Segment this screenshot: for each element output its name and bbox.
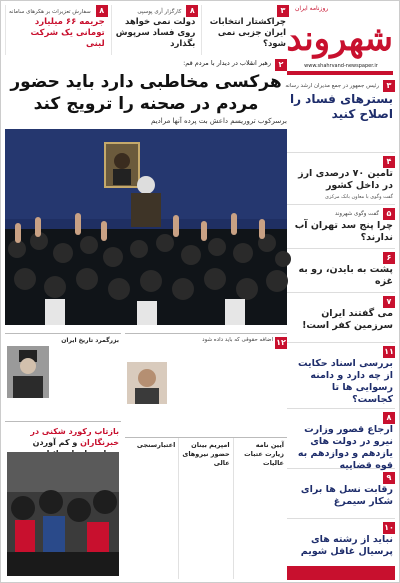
item-title: چرا پنج سد تهران آب ندارند؟ bbox=[294, 220, 393, 243]
item-title: نباید از رشته های پرسیال غافل شویم bbox=[300, 534, 393, 557]
right-item-5[interactable] bbox=[287, 343, 395, 409]
item-number: ۷ bbox=[383, 296, 395, 308]
right-item-1[interactable] bbox=[287, 153, 395, 205]
teaser-0[interactable] bbox=[201, 5, 289, 55]
bottom-ad-band bbox=[287, 566, 395, 580]
teaser-number: ۳ bbox=[277, 5, 289, 17]
item-kicker bbox=[289, 156, 379, 168]
main-photo[interactable] bbox=[5, 129, 287, 325]
right-item-6[interactable] bbox=[287, 409, 395, 469]
item-number: ۱۰ bbox=[384, 523, 394, 532]
teaser-title: چراکشتار انتخابات ایران جزبی نمی شود؟ bbox=[209, 17, 286, 49]
item-kicker bbox=[289, 522, 379, 534]
lower-middle-columns bbox=[125, 437, 287, 579]
teaser-title: دولت نمی خواهد روی فساد سرپوش بگذارد bbox=[115, 17, 196, 49]
teaser-kicker: سفارش تعزیرات بر هکرهای سامانه bbox=[8, 9, 91, 15]
commentary-block[interactable] bbox=[125, 333, 287, 435]
historic-portrait bbox=[7, 346, 49, 398]
item-kicker bbox=[289, 346, 379, 358]
masthead bbox=[287, 3, 395, 75]
lower-column-2[interactable] bbox=[125, 438, 178, 579]
teaser-1[interactable] bbox=[111, 5, 199, 55]
item-title: ارجاع قصور وزارت نیرو در دولت های یازدهم و دوازدهم به قوه قضاییه bbox=[297, 424, 393, 471]
history-text bbox=[51, 348, 119, 418]
lower-column-1[interactable] bbox=[178, 438, 232, 579]
right-item-7[interactable] bbox=[287, 469, 395, 519]
website-url[interactable]: www.shahrvand-newspaper.ir bbox=[304, 63, 378, 69]
right-item-3[interactable] bbox=[287, 249, 395, 293]
item-title: تامین ۷۰ درصدی ارز در داخل کشور bbox=[298, 168, 393, 191]
item-title: می گفتند ایران سرزمین کفر است! bbox=[302, 308, 393, 331]
right-item-0[interactable] bbox=[287, 77, 395, 153]
teaser-number: ۸ bbox=[186, 5, 198, 17]
item-title: پشت به بایدن، رو به غزه bbox=[298, 264, 393, 287]
history-box[interactable] bbox=[5, 333, 121, 419]
item-number: ۵ bbox=[383, 208, 395, 220]
right-item-8[interactable] bbox=[287, 519, 395, 563]
item-kicker bbox=[289, 472, 379, 484]
commentary-text bbox=[169, 362, 285, 434]
main-subheadline: برسرکوب تروریسم داعش بت پرده آنها مرادیم bbox=[151, 117, 287, 125]
right-item-2[interactable] bbox=[287, 205, 395, 249]
main-page-number: ۲ bbox=[275, 59, 287, 71]
main-headline: هرکسی مخاطبی دارد باید حضور مردم در صحنه را ترویج کند bbox=[10, 72, 282, 114]
column-title: امپریم بینان حضور نیروهای عالی bbox=[182, 441, 230, 467]
item-number: ۶ bbox=[383, 252, 395, 264]
teaser-kicker: کارگزار آری پوسپی bbox=[137, 9, 182, 15]
column-title: اعتبارسنجی bbox=[136, 441, 176, 449]
item-kicker bbox=[289, 296, 379, 308]
item-number: ۴ bbox=[383, 156, 395, 168]
item-number: ۸ bbox=[383, 412, 395, 424]
lower-left-story[interactable] bbox=[5, 421, 121, 579]
item-kicker: رئیس جمهور در جمع مدیران ارشد رسانه bbox=[285, 83, 379, 89]
main-kicker: رهبر انقلاب در دیدار با مردم قم: bbox=[183, 59, 271, 67]
teaser-2[interactable] bbox=[5, 5, 108, 55]
top-teasers bbox=[5, 5, 289, 55]
teaser-number: ۸ bbox=[96, 5, 108, 17]
headline-part-b: و کم آوردن bbox=[32, 438, 78, 447]
main-headline-block[interactable] bbox=[5, 57, 287, 129]
teaser-kicker bbox=[205, 7, 272, 17]
crowd-photo-illustration bbox=[5, 129, 287, 325]
masthead-divider bbox=[287, 71, 393, 75]
newspaper-logo[interactable]: شهروند bbox=[286, 19, 393, 59]
history-label: بزرگمرد تاریخ ایران bbox=[61, 337, 119, 344]
item-number: ۱۱ bbox=[384, 347, 394, 356]
commentary-kicker: اضافه حقوقی که باید داده شود bbox=[202, 337, 273, 343]
teaser-title: جریمه ۶۶ میلیارد تومانی یک شرکت لبنی bbox=[30, 17, 105, 49]
item-kicker bbox=[289, 252, 379, 264]
item-kicker bbox=[289, 412, 379, 424]
item-number: ۳ bbox=[383, 80, 395, 92]
right-column bbox=[287, 77, 395, 580]
lower-left-photo bbox=[7, 452, 119, 576]
right-item-4[interactable] bbox=[287, 293, 395, 343]
item-title: رقابت نسل ها برای شکار سیمرغ bbox=[300, 484, 393, 507]
item-kicker: گفت وگوی شهروند bbox=[335, 211, 379, 217]
item-text: گفت وگوی با معاون بانک مرکزی bbox=[325, 194, 393, 200]
columnist-photo bbox=[127, 362, 167, 404]
lower-column-0[interactable] bbox=[233, 438, 287, 579]
column-title: آیین نامه زیارت عتبات عالیات bbox=[244, 441, 284, 467]
item-number: ۹ bbox=[383, 472, 395, 484]
headline-part-a: بازتاب رکورد شکنی در خبرنگاران bbox=[30, 427, 119, 447]
item-title: بررسی اسناد حکایت از چه دارد و دامنه رسوایی ها تا کجاست؟ bbox=[298, 358, 393, 405]
logo-subtitle: روزنامه ایران bbox=[295, 5, 329, 12]
item-title: بسترهای فساد را اصلاح کنید bbox=[289, 92, 393, 121]
commentary-number: ۱۲ bbox=[276, 338, 286, 347]
